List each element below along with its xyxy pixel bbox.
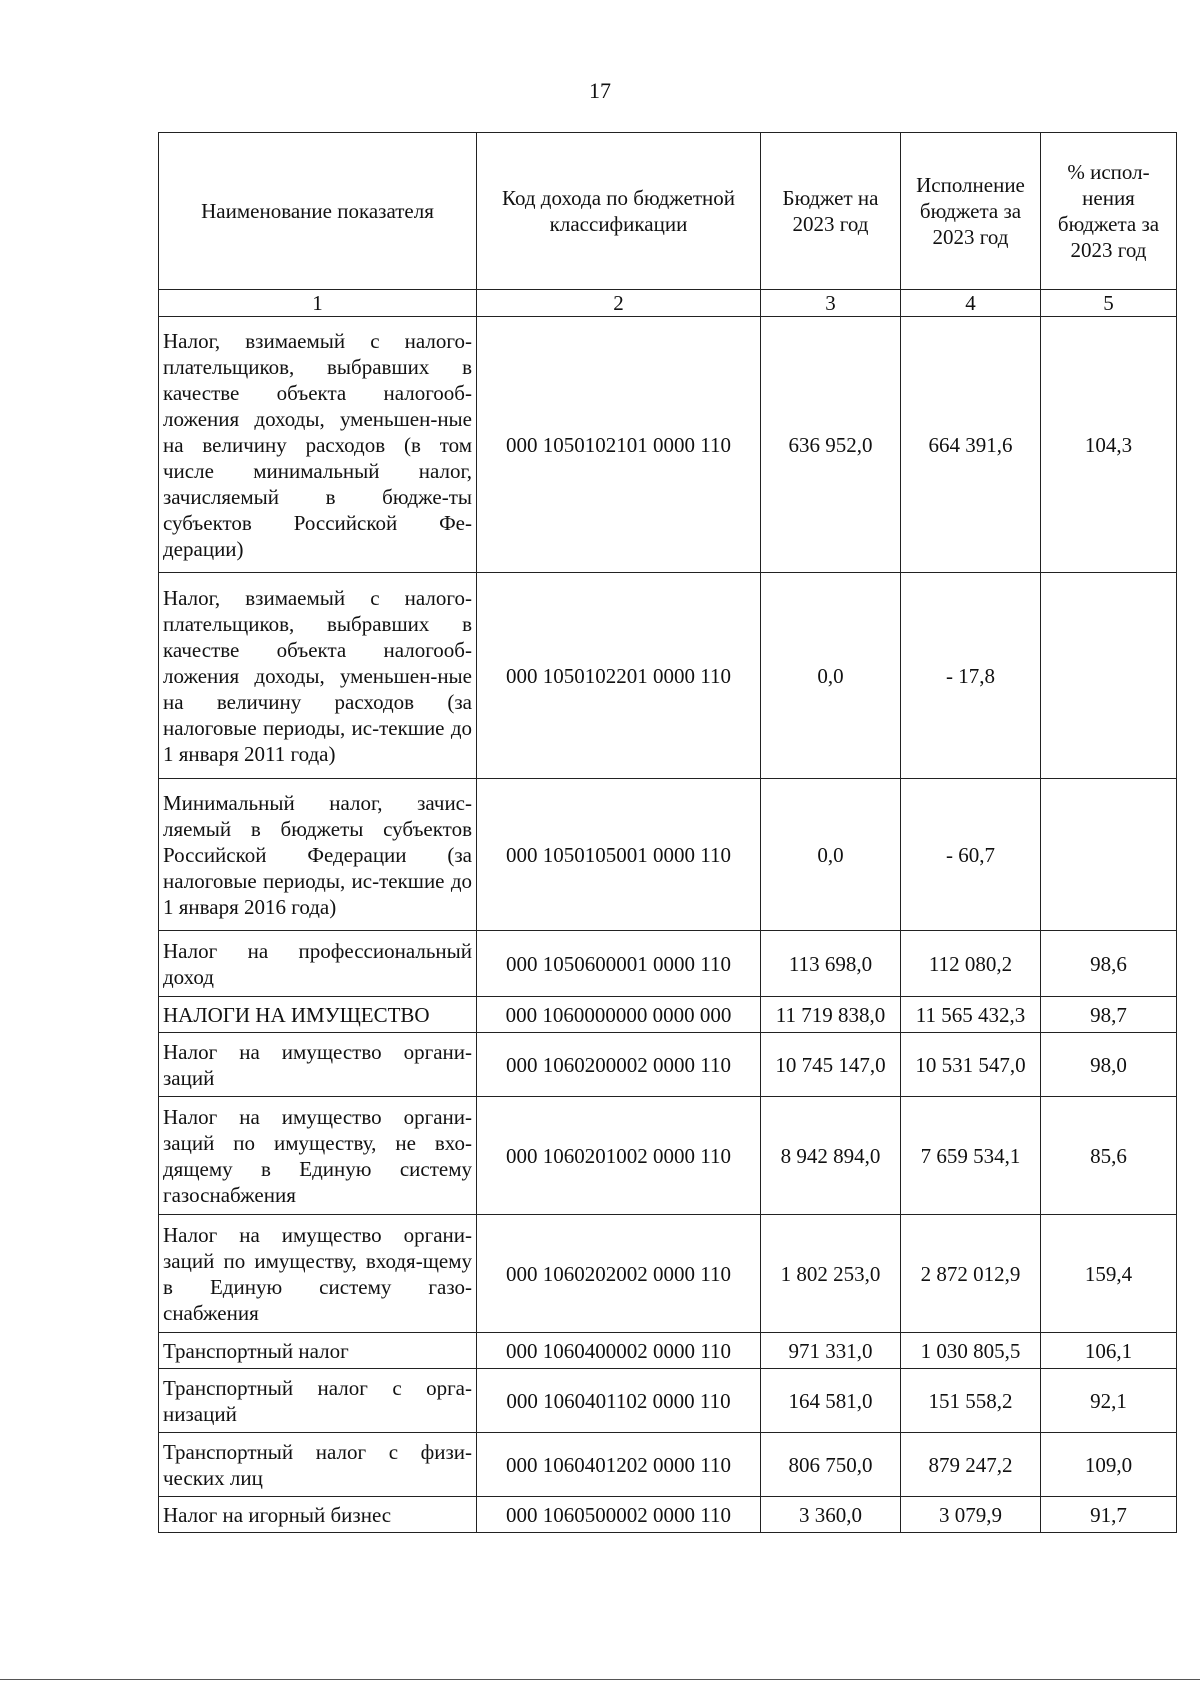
table-row [159, 317, 1177, 573]
budget-cell: 3 360,0 [761, 1497, 901, 1533]
percent-cell: 109,0 [1041, 1433, 1177, 1497]
income-code-cell: 000 1050102101 0000 110 [477, 317, 761, 573]
budget-cell: 971 331,0 [761, 1333, 901, 1369]
execution-cell: 112 080,2 [901, 931, 1041, 997]
execution-cell: 3 079,9 [901, 1497, 1041, 1533]
table-row [159, 1097, 1177, 1215]
income-code-cell: 000 1050600001 0000 110 [477, 931, 761, 997]
income-code-cell: 000 1060400002 0000 110 [477, 1333, 761, 1369]
indicator-name-cell: Налог на имущество органи-заций [159, 1033, 477, 1097]
table-row [159, 1369, 1177, 1433]
income-code-cell: 000 1060401202 0000 110 [477, 1433, 761, 1497]
execution-cell: 10 531 547,0 [901, 1033, 1041, 1097]
percent-cell: 106,1 [1041, 1333, 1177, 1369]
table-row [159, 779, 1177, 931]
percent-cell [1041, 779, 1177, 931]
column-number: 4 [901, 290, 1041, 317]
execution-cell: 11 565 432,3 [901, 997, 1041, 1033]
percent-cell: 104,3 [1041, 317, 1177, 573]
percent-cell: 85,6 [1041, 1097, 1177, 1215]
header-execution-percent: % испол-нения бюджета за 2023 год [1041, 133, 1177, 290]
percent-cell: 91,7 [1041, 1497, 1177, 1533]
budget-cell: 10 745 147,0 [761, 1033, 901, 1097]
execution-cell: 151 558,2 [901, 1369, 1041, 1433]
header-budget-2023: Бюджет на 2023 год [761, 133, 901, 290]
execution-cell: 1 030 805,5 [901, 1333, 1041, 1369]
column-number: 3 [761, 290, 901, 317]
income-code-cell: 000 1060500002 0000 110 [477, 1497, 761, 1533]
percent-cell: 98,6 [1041, 931, 1177, 997]
execution-cell: 2 872 012,9 [901, 1215, 1041, 1333]
header-execution-2023: Исполнение бюджета за 2023 год [901, 133, 1041, 290]
column-number: 2 [477, 290, 761, 317]
budget-cell: 8 942 894,0 [761, 1097, 901, 1215]
page-bottom-rule [0, 1679, 1200, 1680]
percent-cell [1041, 573, 1177, 779]
table-body [159, 317, 1177, 1533]
percent-cell: 98,7 [1041, 997, 1177, 1033]
indicator-name-cell: Транспортный налог с орга-низаций [159, 1369, 477, 1433]
percent-cell: 159,4 [1041, 1215, 1177, 1333]
indicator-name-cell: Налог на профессиональный доход [159, 931, 477, 997]
percent-cell: 98,0 [1041, 1033, 1177, 1097]
indicator-name-cell: Транспортный налог [159, 1333, 477, 1369]
indicator-name-cell: Налог, взимаемый с налого-плательщиков, выбравших в качестве объекта налогооб-ложения доходы, уменьшен-ные на величину расходов (в том числе минимальный налог, зачисляемый в бюдже-ты субъектов Российской Фе-дерации) [159, 317, 477, 573]
income-code-cell: 000 1060401102 0000 110 [477, 1369, 761, 1433]
budget-cell: 0,0 [761, 779, 901, 931]
table-row [159, 1497, 1177, 1533]
indicator-name-cell: Налог на имущество органи-заций по имуществу, не вхо-дящему в Единую систему газоснабжения [159, 1097, 477, 1215]
indicator-name-cell: Налог на игорный бизнес [159, 1497, 477, 1533]
budget-cell: 806 750,0 [761, 1433, 901, 1497]
table-row [159, 1033, 1177, 1097]
budget-cell: 113 698,0 [761, 931, 901, 997]
execution-cell: 879 247,2 [901, 1433, 1041, 1497]
table-row [159, 931, 1177, 997]
income-code-cell: 000 1060201002 0000 110 [477, 1097, 761, 1215]
indicator-name-cell: Транспортный налог с физи-ческих лиц [159, 1433, 477, 1497]
table-row [159, 997, 1177, 1033]
execution-cell: - 17,8 [901, 573, 1041, 779]
income-code-cell: 000 1050102201 0000 110 [477, 573, 761, 779]
table-row [159, 1333, 1177, 1369]
header-income-code: Код дохода по бюджетной классификации [477, 133, 761, 290]
column-number: 5 [1041, 290, 1177, 317]
percent-cell: 92,1 [1041, 1369, 1177, 1433]
budget-cell: 164 581,0 [761, 1369, 901, 1433]
execution-cell: 664 391,6 [901, 317, 1041, 573]
table-row [159, 1215, 1177, 1333]
table-row [159, 573, 1177, 779]
budget-cell: 11 719 838,0 [761, 997, 901, 1033]
indicator-name-cell: Минимальный налог, зачис-ляемый в бюджеты субъектов Российской Федерации (за налоговые периоды, ис-текшие до 1 января 2016 года) [159, 779, 477, 931]
indicator-name-cell: Налог на имущество органи-заций по имуществу, входя-щему в Единую систему газо-снабжения [159, 1215, 477, 1333]
budget-cell: 636 952,0 [761, 317, 901, 573]
budget-cell: 1 802 253,0 [761, 1215, 901, 1333]
indicator-name-cell: НАЛОГИ НА ИМУЩЕСТВО [159, 997, 477, 1033]
page-number: 17 [589, 78, 611, 103]
table-row [159, 1433, 1177, 1497]
indicator-name-cell: Налог, взимаемый с налого-плательщиков, выбравших в качестве объекта налогооб-ложения доходы, уменьшен-ные на величину расходов (за налоговые периоды, ис-текшие до 1 января 2011 года) [159, 573, 477, 779]
budget-execution-table [158, 132, 1177, 1533]
header-indicator-name: Наименование показателя [159, 133, 477, 290]
income-code-cell: 000 1050105001 0000 110 [477, 779, 761, 931]
income-code-cell: 000 1060000000 0000 000 [477, 997, 761, 1033]
execution-cell: 7 659 534,1 [901, 1097, 1041, 1215]
execution-cell: - 60,7 [901, 779, 1041, 931]
income-code-cell: 000 1060202002 0000 110 [477, 1215, 761, 1333]
column-number-row [159, 290, 1177, 317]
income-code-cell: 000 1060200002 0000 110 [477, 1033, 761, 1097]
budget-cell: 0,0 [761, 573, 901, 779]
header-row [159, 133, 1177, 290]
column-number: 1 [159, 290, 477, 317]
